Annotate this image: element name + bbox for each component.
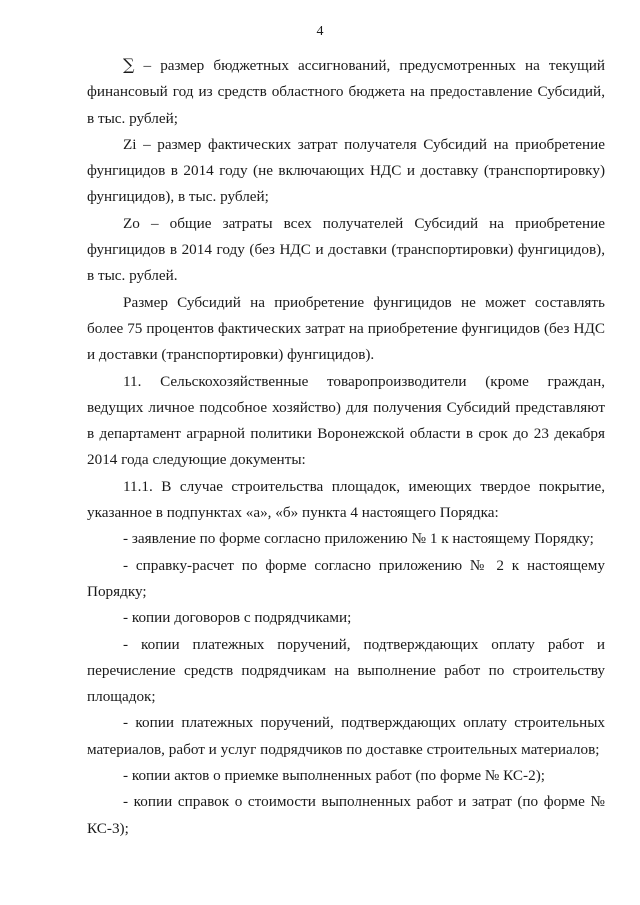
paragraph-sigma-definition [87, 52, 605, 132]
list-item-contracts: - копии договоров с подрядчиками; [123, 609, 352, 627]
list-item-application: - заявление по форме согласно приложению № 1 к настоящему Порядку; [123, 530, 594, 548]
list-item-calculation: - справку-расчет по форме согласно приложению № 2 к настоящему Порядку; [87, 556, 605, 600]
sigma-symbol: ∑ [123, 55, 135, 74]
paragraph-zi-definition: Zi – размер фактических затрат получателя Субсидий на приобретение фунгицидов в 2014 году (не включающих НДС и доставку (транспортировку) фунгицидов), в тыс. рублей; [87, 135, 605, 206]
paragraph-item-11-1: 11.1. В случае строительства площадок, имеющих твердое покрытие, указанное в подпунктах «а», «б» пункта 4 настоящего Порядка: [87, 477, 605, 522]
paragraph-subsidy-limit: Размер Субсидий на приобретение фунгицидов не может составлять более 75 процентов фактических затрат на приобретение фунгицидов (без НДС и доставки (транспортировки) фунгицидов). [87, 293, 605, 364]
page-number: 4 [316, 24, 324, 39]
paragraph-zo-definition: Zo – общие затраты всех получателей Субсидий на приобретение фунгицидов в 2014 году (без НДС и доставки (транспортировки) фунгицидов), в тыс. рублей. [87, 214, 605, 285]
list-item-payment-orders-works: - копии платежных поручений, подтверждающих оплату работ и перечисление средств подрядчикам на выполнение работ по строительству площадок; [87, 635, 605, 706]
list-item-ks2-acts: - копии актов о приемке выполненных работ (по форме № КС-2); [123, 767, 545, 785]
document-body [87, 52, 605, 842]
list-item-ks3-certificates: - копии справок о стоимости выполненных работ и затрат (по форме № КС-3); [87, 793, 605, 837]
paragraph-text: – размер бюджетных ассигнований, предусмотренных на текущий финансовый год из средств областного бюджета на предоставление Субсидий, в тыс. рублей; [87, 57, 605, 127]
list-item-payment-orders-materials: - копии платежных поручений, подтверждающих оплату строительных материалов, работ и услуг подрядчиков по доставке строительных материалов; [87, 714, 605, 758]
paragraph-item-11: 11. Сельскохозяйственные товаропроизводители (кроме граждан, ведущих личное подсобное хозяйство) для получения Субсидий представляют в департамент аграрной политики Воронежской области в срок до 23 декабря 2014 года следующие документы: [87, 372, 605, 469]
